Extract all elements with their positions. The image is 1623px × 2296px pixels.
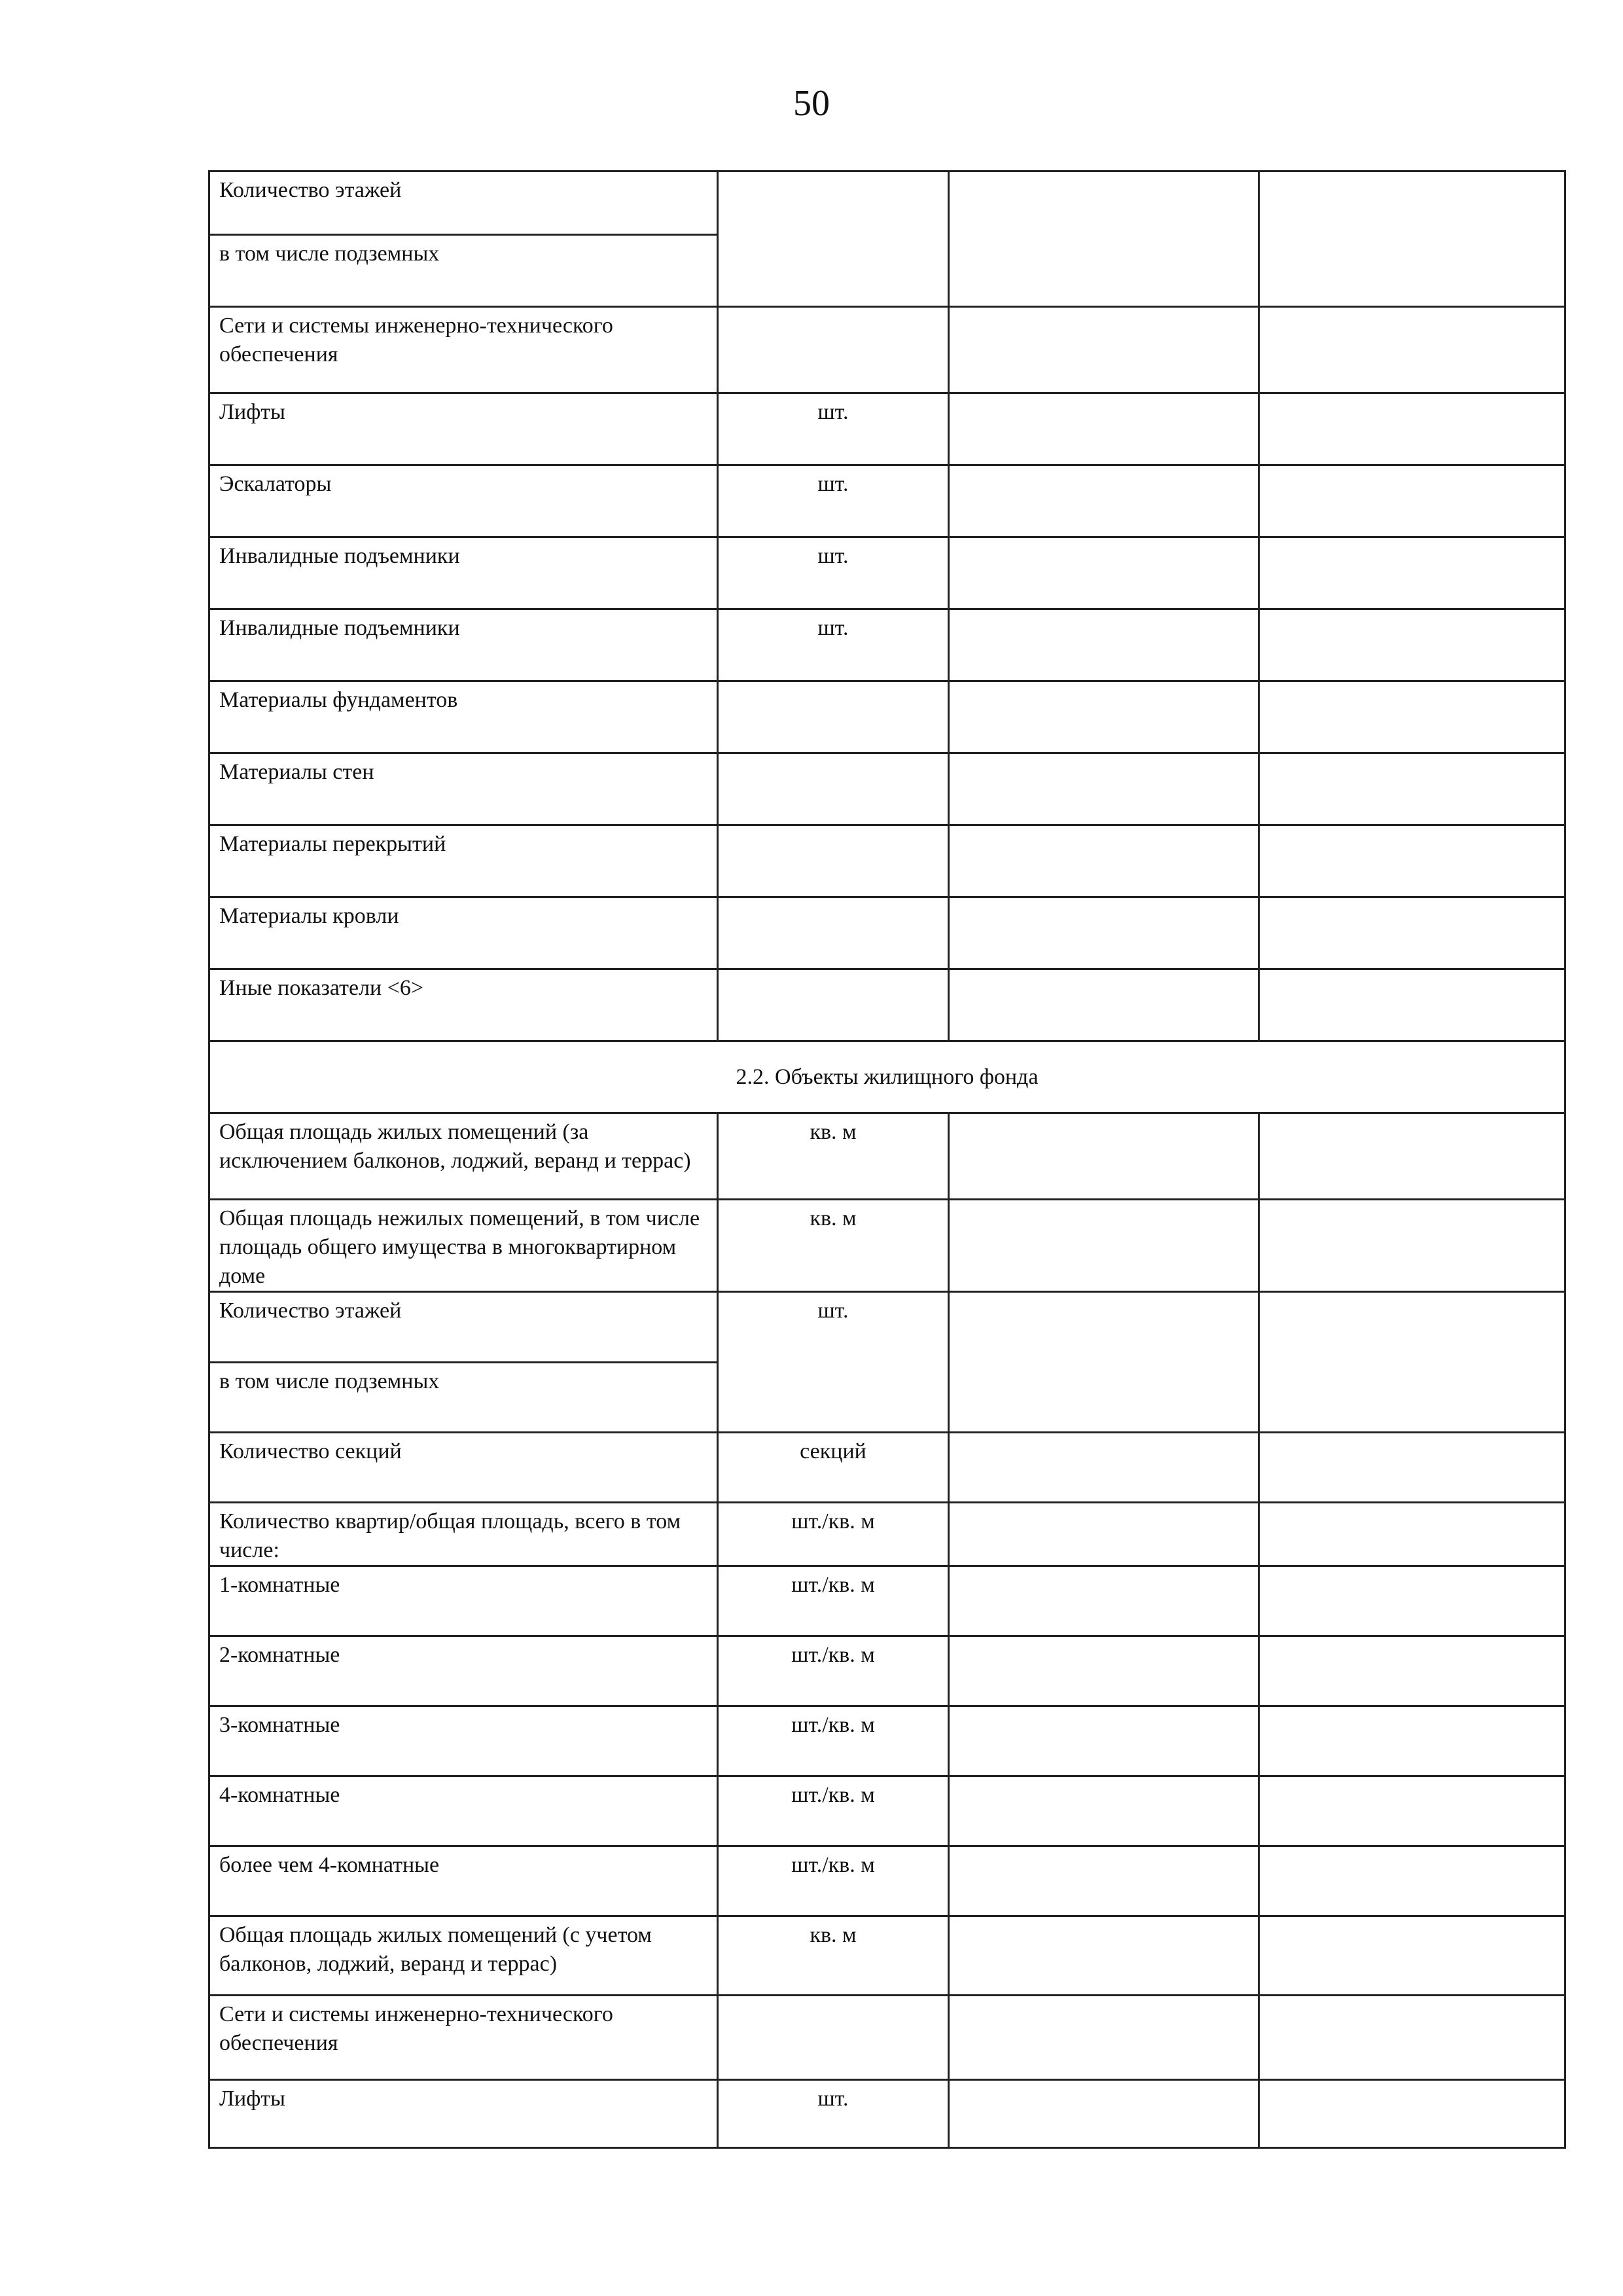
value-cell bbox=[949, 825, 1259, 897]
value-cell bbox=[1259, 1200, 1565, 1292]
value-cell bbox=[1259, 1566, 1565, 1636]
row-label: в том числе подземных bbox=[209, 235, 718, 307]
value-cell bbox=[1259, 1916, 1565, 1996]
table-row bbox=[209, 1503, 1565, 1566]
table-row bbox=[209, 753, 1565, 825]
value-cell bbox=[949, 1636, 1259, 1706]
table-row bbox=[209, 1636, 1565, 1706]
row-label: Общая площадь жилых помещений (с учетом балконов, лоджий, веранд и террас) bbox=[209, 1916, 718, 1996]
value-cell bbox=[1259, 2080, 1565, 2148]
table-row bbox=[209, 609, 1565, 681]
value-cell bbox=[1259, 681, 1565, 753]
unit-cell bbox=[718, 1996, 949, 2080]
value-cell bbox=[949, 1433, 1259, 1503]
value-cell bbox=[1259, 393, 1565, 465]
unit-cell: шт. bbox=[718, 465, 949, 537]
value-cell bbox=[949, 969, 1259, 1041]
value-cell bbox=[1259, 1113, 1565, 1200]
value-cell bbox=[1259, 537, 1565, 609]
unit-cell: шт. bbox=[718, 1292, 949, 1433]
unit-cell: шт./кв. м bbox=[718, 1503, 949, 1566]
value-cell bbox=[1259, 1503, 1565, 1566]
table-row bbox=[209, 1200, 1565, 1292]
row-label: в том числе подземных bbox=[209, 1363, 718, 1433]
unit-cell bbox=[718, 825, 949, 897]
value-cell bbox=[1259, 1433, 1565, 1503]
row-label: Сети и системы инженерно-технического обеспечения bbox=[209, 307, 718, 393]
value-cell bbox=[1259, 465, 1565, 537]
value-cell bbox=[949, 307, 1259, 393]
table-row bbox=[209, 537, 1565, 609]
unit-cell bbox=[718, 897, 949, 969]
table-row bbox=[209, 969, 1565, 1041]
table-row bbox=[209, 681, 1565, 753]
value-cell bbox=[949, 1113, 1259, 1200]
value-cell bbox=[949, 537, 1259, 609]
unit-cell bbox=[718, 171, 949, 307]
value-cell bbox=[949, 1292, 1259, 1433]
row-label: Инвалидные подъемники bbox=[209, 537, 718, 609]
table-row bbox=[209, 171, 1565, 235]
row-label: Материалы перекрытий bbox=[209, 825, 718, 897]
value-cell bbox=[1259, 1776, 1565, 1846]
unit-cell bbox=[718, 681, 949, 753]
value-cell bbox=[1259, 1636, 1565, 1706]
row-label: Количество секций bbox=[209, 1433, 718, 1503]
value-cell bbox=[949, 753, 1259, 825]
value-cell bbox=[949, 1776, 1259, 1846]
value-cell bbox=[1259, 171, 1565, 307]
row-label: Материалы кровли bbox=[209, 897, 718, 969]
row-label: Материалы фундаментов bbox=[209, 681, 718, 753]
table-row bbox=[209, 897, 1565, 969]
row-label: Количество этажей bbox=[209, 1292, 718, 1363]
value-cell bbox=[949, 1916, 1259, 1996]
unit-cell: шт. bbox=[718, 393, 949, 465]
section-title: 2.2. Объекты жилищного фонда bbox=[209, 1041, 1565, 1113]
unit-cell: шт. bbox=[718, 537, 949, 609]
table-row bbox=[209, 1706, 1565, 1776]
row-label: 1-комнатные bbox=[209, 1566, 718, 1636]
row-label: Материалы стен bbox=[209, 753, 718, 825]
unit-cell: кв. м bbox=[718, 1200, 949, 1292]
row-label: Количество квартир/общая площадь, всего в том числе: bbox=[209, 1503, 718, 1566]
table-row bbox=[209, 1916, 1565, 1996]
value-cell bbox=[949, 1706, 1259, 1776]
row-label: Эскалаторы bbox=[209, 465, 718, 537]
row-label: Лифты bbox=[209, 2080, 718, 2148]
value-cell bbox=[949, 2080, 1259, 2148]
table-row bbox=[209, 465, 1565, 537]
table-row bbox=[209, 825, 1565, 897]
value-cell bbox=[949, 393, 1259, 465]
unit-cell: кв. м bbox=[718, 1113, 949, 1200]
unit-cell: шт./кв. м bbox=[718, 1636, 949, 1706]
row-label: более чем 4-комнатные bbox=[209, 1846, 718, 1916]
table-row bbox=[209, 2080, 1565, 2148]
table-row bbox=[209, 1113, 1565, 1200]
table-row bbox=[209, 1776, 1565, 1846]
unit-cell bbox=[718, 753, 949, 825]
unit-cell bbox=[718, 307, 949, 393]
value-cell bbox=[1259, 609, 1565, 681]
value-cell bbox=[949, 1200, 1259, 1292]
value-cell bbox=[1259, 825, 1565, 897]
unit-cell bbox=[718, 969, 949, 1041]
row-label: 2-комнатные bbox=[209, 1636, 718, 1706]
value-cell bbox=[949, 681, 1259, 753]
unit-cell: кв. м bbox=[718, 1916, 949, 1996]
row-label: Лифты bbox=[209, 393, 718, 465]
value-cell bbox=[1259, 1846, 1565, 1916]
unit-cell: шт. bbox=[718, 609, 949, 681]
row-label: Сети и системы инженерно-технического обеспечения bbox=[209, 1996, 718, 2080]
value-cell bbox=[949, 897, 1259, 969]
table-row bbox=[209, 1996, 1565, 2080]
table-row bbox=[209, 1292, 1565, 1363]
row-label: Общая площадь жилых помещений (за исключением балконов, лоджий, веранд и террас) bbox=[209, 1113, 718, 1200]
value-cell bbox=[1259, 969, 1565, 1041]
value-cell bbox=[949, 609, 1259, 681]
value-cell bbox=[1259, 897, 1565, 969]
value-cell bbox=[1259, 1706, 1565, 1776]
table-row bbox=[209, 1846, 1565, 1916]
unit-cell: шт./кв. м bbox=[718, 1566, 949, 1636]
row-label: Инвалидные подъемники bbox=[209, 609, 718, 681]
unit-cell: шт./кв. м bbox=[718, 1706, 949, 1776]
value-cell bbox=[1259, 753, 1565, 825]
table-row bbox=[209, 393, 1565, 465]
row-label: 3-комнатные bbox=[209, 1706, 718, 1776]
unit-cell: шт./кв. м bbox=[718, 1776, 949, 1846]
value-cell bbox=[1259, 1996, 1565, 2080]
project-indicators-table bbox=[208, 170, 1566, 2149]
row-label: 4-комнатные bbox=[209, 1776, 718, 1846]
page-number: 50 bbox=[793, 83, 830, 124]
value-cell bbox=[949, 1846, 1259, 1916]
value-cell bbox=[949, 1503, 1259, 1566]
row-label: Количество этажей bbox=[209, 171, 718, 235]
table-row bbox=[209, 1566, 1565, 1636]
value-cell bbox=[949, 1996, 1259, 2080]
table-row bbox=[209, 307, 1565, 393]
section-row bbox=[209, 1041, 1565, 1113]
row-label: Общая площадь нежилых помещений, в том числе площадь общего имущества в многоквартирном доме bbox=[209, 1200, 718, 1292]
value-cell bbox=[949, 171, 1259, 307]
unit-cell: шт. bbox=[718, 2080, 949, 2148]
row-label: Иные показатели <6> bbox=[209, 969, 718, 1041]
unit-cell: секций bbox=[718, 1433, 949, 1503]
value-cell bbox=[1259, 1292, 1565, 1433]
value-cell bbox=[949, 1566, 1259, 1636]
value-cell bbox=[1259, 307, 1565, 393]
value-cell bbox=[949, 465, 1259, 537]
unit-cell: шт./кв. м bbox=[718, 1846, 949, 1916]
table-row bbox=[209, 1433, 1565, 1503]
